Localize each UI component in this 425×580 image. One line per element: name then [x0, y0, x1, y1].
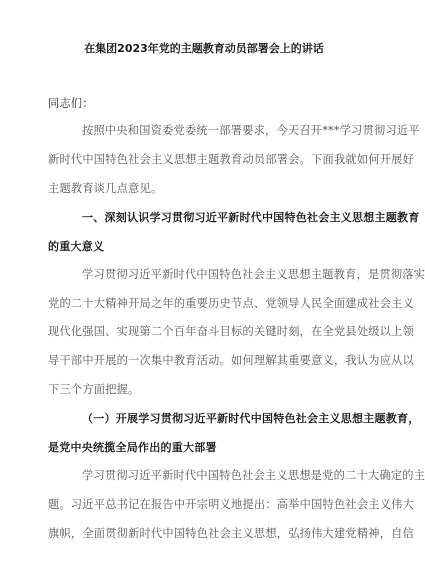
paragraph-line: 学习贯彻习近平新时代中国特色社会主义思想是党的二十大确定的主 — [82, 469, 425, 482]
subsection-heading: （一）开展学习贯彻习近平新时代中国特色社会主义思想主题教育， — [82, 412, 420, 425]
paragraph-line: 旗帜，全面贯彻新时代中国特色社会主义思想，弘扬伟大建党精神，自信 — [48, 527, 415, 540]
intro-line: 新时代中国特色社会主义思想主题教育动员部署会。下面我就如何开展好 — [48, 153, 415, 166]
paragraph-line: 题。习近平总书记在报告中开宗明义地提出：高举中国特色社会主义伟大 — [48, 498, 415, 511]
section-heading: 一、深刻认识学习贯彻习近平新时代中国特色社会主义思想主题教育 — [82, 211, 420, 224]
subsection-heading: 是党中央统揽全局作出的重大部署 — [48, 441, 217, 454]
intro-line: 主题教育谈几点意见。 — [48, 182, 163, 195]
document-title: 在集团2023年党的主题教育动员部署会上的讲话 — [84, 42, 324, 55]
salutation: 同志们： — [48, 97, 94, 110]
paragraph-line: 下三个方面把握。 — [48, 383, 140, 396]
paragraph-line: 导干部中开展的一次集中教育活动。如何理解其重要意义，我认为应从以 — [48, 354, 415, 367]
section-heading: 的重大意义 — [48, 240, 105, 253]
paragraph-line: 学习贯彻习近平新时代中国特色社会主义思想主题教育，是贯彻落实 — [82, 268, 425, 281]
paragraph-line: 党的二十大精神开局之年的重要历史节点、党领导人民全面建成社会主义 — [48, 297, 415, 310]
paragraph-line: 现代化强国、实现第二个百年奋斗目标的关键时刻，在全党县处级以上领 — [48, 325, 415, 338]
intro-line: 按照中央和国资委党委统一部署要求，今天召开***学习贯彻习近平 — [82, 124, 420, 137]
